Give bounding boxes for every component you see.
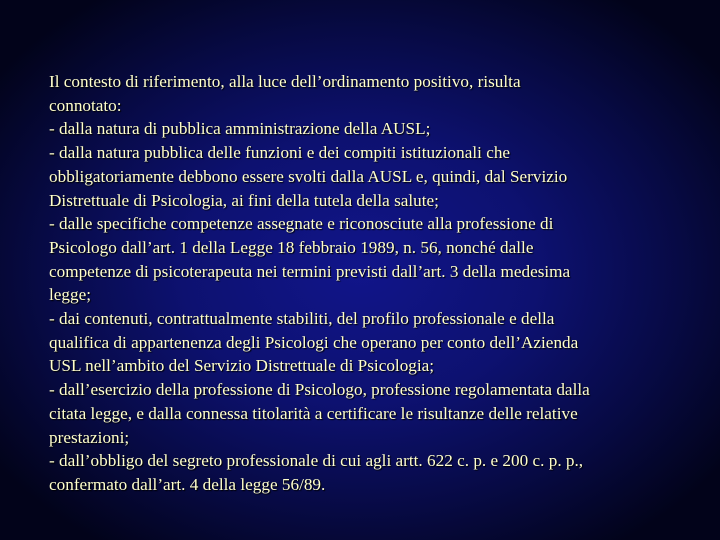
text-line: Distrettuale di Psicologia, ai fini della tutela della salute; [49,190,439,210]
text-line: legge; [49,285,91,305]
text-line: qualifica di appartenenza degli Psicologi che operano per conto dell’Azienda [49,332,579,352]
text-line: Psicologo dall’art. 1 della Legge 18 febbraio 1989, n. 56, nonché dalle [49,237,534,257]
text-line: USL nell’ambito del Servizio Distrettuale di Psicologia; [49,356,435,376]
text-line: - dalle specifiche competenze assegnate e riconosciute alla professione di [49,214,554,234]
text-line: citata legge, e dalla connessa titolarità a certificare le risultanze delle relative [49,403,578,423]
text-line: obbligatoriamente debbono essere svolti dalla AUSL e, quindi, dal Servizio [49,166,568,186]
text-line: confermato dall’art. 4 della legge 56/89. [49,474,326,494]
text-line: connotato: [49,95,122,115]
text-line: - dall’esercizio della professione di Psicologo, professione regolamentata dalla [49,380,590,400]
text-line: - dalla natura pubblica delle funzioni e dei compiti istituzionali che [49,143,511,163]
text-line: - dai contenuti, contrattualmente stabiliti, del profilo professionale e della [49,309,555,329]
text-line: Il contesto di riferimento, alla luce dell’ordinamento positivo, risulta [49,72,521,91]
text-line: - dall’obbligo del segreto professionale di cui agli artt. 622 c. p. e 200 c. p. p., [49,451,584,471]
text-line: prestazioni; [49,427,130,447]
text-line: competenze di psicoterapeuta nei termini previsti dall’art. 3 della medesima [49,261,571,281]
text-line: - dalla natura di pubblica amministrazione della AUSL; [49,119,431,139]
slide-body-text [49,70,699,497]
